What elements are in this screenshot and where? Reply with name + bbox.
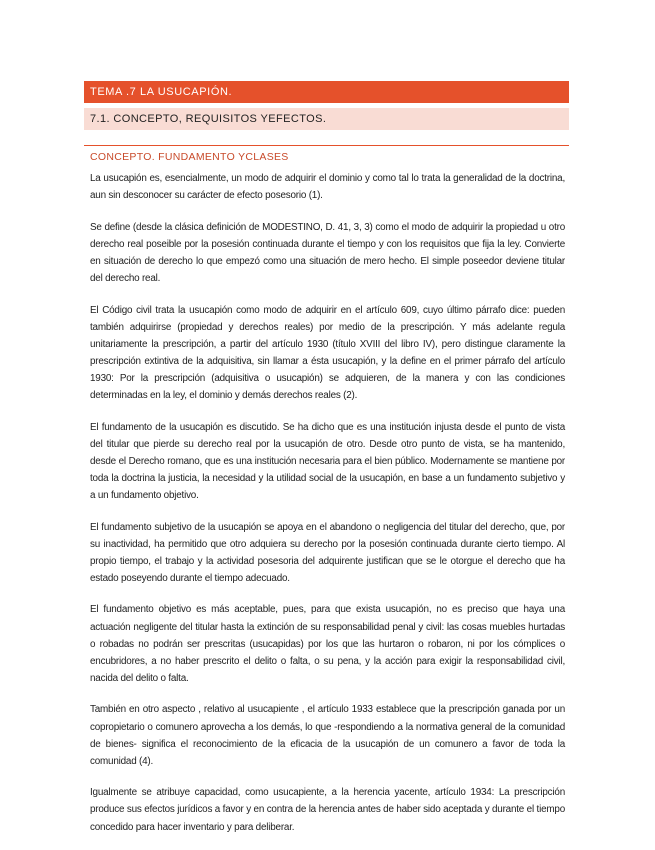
heading-divider	[84, 145, 569, 146]
subsection-heading: CONCEPTO. FUNDAMENTO YCLASES	[90, 151, 289, 163]
paragraph: El fundamento de la usucapión es discutido. Se ha dicho que es una institución injusta desde el punto de vista del titular que pierde su derecho real por la usucapión de otro. Desde otro punto de vista, se ha mantenido, desde el Derecho romano, que es una institución necesaria para el bien público. Modernamente se mantiene por toda la doctrina la justicia, la necesidad y la utilidad social de la usucapión, en base a un fundamento subjetivo y a un fundamento objetivo.	[90, 421, 565, 501]
paragraph: La usucapión es, esencialmente, un modo de adquirir el dominio y como tal lo trata la generalidad de la doctrina, aun sin desconocer su carácter de efecto posesorio (1).	[90, 173, 565, 202]
paragraph: Se define (desde la clásica definición de MODESTINO, D. 41, 3, 3) como el modo de adquirir la propiedad u otro derecho real poseible por la posesión continuada durante el tiempo y con los requisitos que fija la ley. Convierte en situación de derecho lo que empezó como una situación de mero hecho. El simple poseedor deviene titular del derecho real.	[90, 221, 565, 284]
paragraph: El fundamento subjetivo de la usucapión se apoya en el abandono o negligencia del titular del derecho, que, por su inactividad, ha permitido que otro adquiera su derecho por la posesión continuada durante cierto tiempo. Al propio tiempo, el trabajo y la actividad posesoria del adquirente justifican que se le otorgue el derecho que ha estado poseyendo durante el tiempo adecuado.	[90, 521, 565, 584]
paragraph: También en otro aspecto , relativo al usucapiente , el artículo 1933 establece que la prescripción ganada por un copropietario o comunero aprovecha a los demás, lo que -respondiendo a la normativa general de la comunidad de bienes- significa el reconocimiento de la eficacia de la usucapión de un comunero a favor de toda la comunidad (4).	[90, 704, 565, 767]
paragraph: El Código civil trata la usucapión como modo de adquirir en el artículo 609, cuyo último párrafo dice: pueden también adquirirse (propiedad y derechos reales) por medio de la prescripción. Y más adelante regula unitariamente la prescripción, a partir del artículo 1930 (título XVIII del libro IV), pero distingue claramente la prescripción extintiva de la adquisitiva, sin llamar a ésta usucapión, y la define en el primer párrafo del artículo 1930: Por la prescripción (adquisitiva o usucapión) se adquieren, de la manera y con las condiciones determinadas en la ley, el dominio y demás derechos reales (2).	[90, 304, 565, 402]
section-title: TEMA .7 LA USUCAPIÓN.	[84, 81, 569, 103]
paragraph: Igualmente se atribuye capacidad, como usucapiente, a la herencia yacente, artículo 1934: La prescripción produce sus efectos jurídicos a favor y en contra de la herencia antes de haber sido aceptada y durante el tiempo concedido para hacer inventario y para deliberar.	[90, 787, 565, 833]
section-subtitle: 7.1. CONCEPTO, REQUISITOS YEFECTOS.	[84, 108, 569, 130]
paragraph: El fundamento objetivo es más aceptable, pues, para que exista usucapión, no es preciso que haya una actuación negligente del titular hasta la extinción de su responsabilidad penal y civil: las cosas muebles hurtadas o robadas no podrán ser prescritas (usucapidas) por los que las hurtaron o robaron, ni por los cómplices o encubridores, a no haber prescrito el delito o falta, o su pena, y la acción para exigir la responsabilidad civil, nacida del delito o falta.	[90, 604, 565, 684]
body-text	[90, 170, 565, 850]
